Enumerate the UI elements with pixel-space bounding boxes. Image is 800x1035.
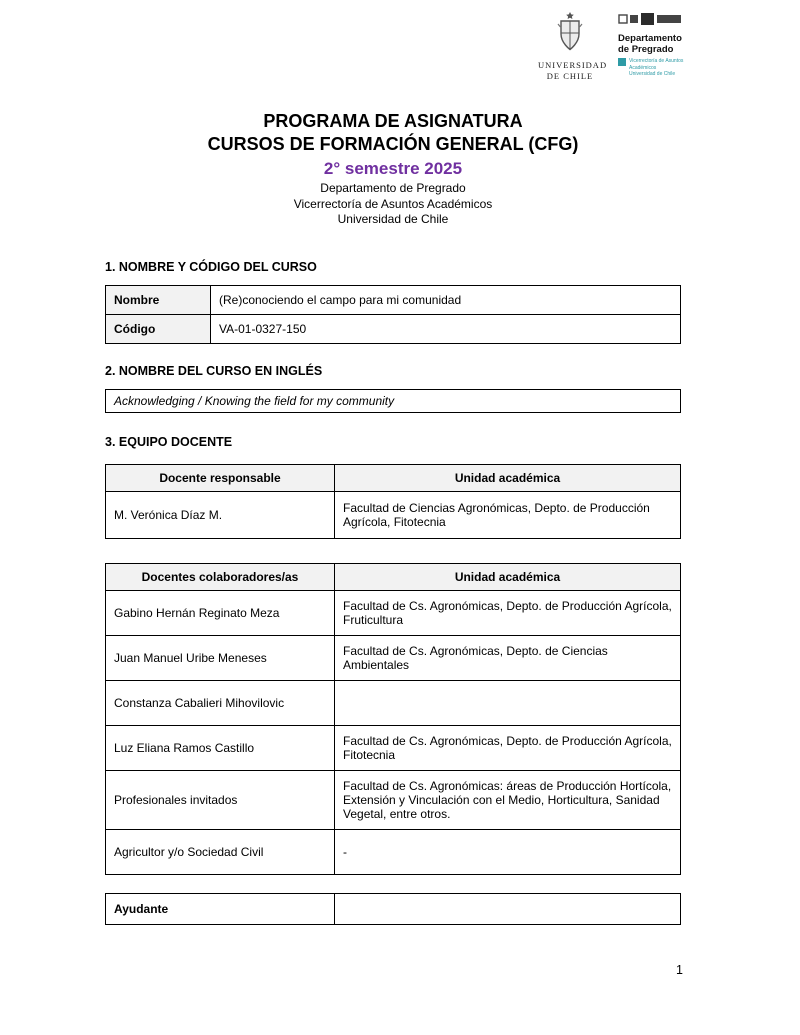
table-row [106,770,681,829]
table-row [106,893,681,924]
subtitle-vicerrectoria: Vicerrectoría de Asuntos Académicos [293,196,493,211]
document-header [105,0,681,228]
section1-heading: 1. NOMBRE Y CÓDIGO DEL CURSO [105,259,317,274]
unidad-cell: - [335,829,681,874]
ayudante-table [105,893,681,925]
colaboradores-header-cell: Docentes colaboradores/as [106,563,335,590]
table-row [106,590,681,635]
table-row [106,491,681,538]
subtitle-universidad: Universidad de Chile [337,212,449,226]
docente-responsable-table [105,464,681,539]
table-row [106,725,681,770]
table-row [106,635,681,680]
document-content [105,0,681,925]
section3-heading: 3. EQUIPO DOCENTE [105,434,233,449]
ayudante-value-cell [335,893,681,924]
page-number: 1 [676,963,683,977]
page-title-line1: PROGRAMA DE ASIGNATURA [263,111,523,131]
table-row [106,285,681,314]
pregrado-sub-line1: Vicerrectoría de Asuntos Académicos [629,58,684,71]
docente-name-cell: Gabino Hernán Reginato Meza [106,590,335,635]
uchile-logo-line2: DE CHILE [546,70,594,81]
subtitle-departamento: Departamento de Pregrado [320,181,466,195]
table-row [106,389,681,412]
table-row [106,314,681,343]
docente-name-cell: M. Verónica Díaz M. [106,491,335,538]
unidad-cell: Facultad de Cs. Agronómicas, Depto. de Ciencias Ambientales [335,635,681,680]
pregrado-title-line2: de Pregrado [618,44,674,55]
table-row [106,680,681,725]
unidad-header-cell: Unidad académica [335,563,681,590]
semester-title: 2° semestre 2025 [323,159,463,178]
docentes-colaboradores-table [105,563,681,875]
english-name-cell: Acknowledging / Knowing the field for my community [106,389,681,412]
docente-name-cell: Juan Manuel Uribe Meneses [106,635,335,680]
nombre-label-cell: Nombre [106,285,211,314]
table-header-row [106,464,681,491]
unidad-cell: Facultad de Cs. Agronómicas: áreas de Producción Hortícola, Extensión y Vinculación con el Medio, Horticultura, Sanidad Vegetal, entre otros. [335,770,681,829]
docente-name-cell: Constanza Cabalieri Mihovilovic [106,680,335,725]
codigo-label-cell: Código [106,314,211,343]
course-name-code-table [105,285,681,344]
uchile-logo-line1: UNIVERSIDAD [538,60,608,70]
unidad-header-cell: Unidad académica [335,464,681,491]
unidad-cell: Facultad de Ciencias Agronómicas, Depto. de Producción Agrícola, Fitotecnia [335,491,681,538]
unidad-cell: Facultad de Cs. Agronómicas, Depto. de Producción Agrícola, Fitotecnia [335,725,681,770]
section2-heading: 2. NOMBRE DEL CURSO EN INGLÉS [105,363,323,378]
english-name-table [105,389,681,413]
pregrado-title-line1: Departamento [618,33,682,44]
table-header-row [106,563,681,590]
unidad-cell: Facultad de Cs. Agronómicas, Depto. de Producción Agrícola, Fruticultura [335,590,681,635]
codigo-value-cell: VA-01-0327-150 [211,314,681,343]
table-row [106,829,681,874]
pregrado-sub-line2: Universidad de Chile [629,71,676,77]
unidad-cell [335,680,681,725]
docente-name-cell: Luz Eliana Ramos Castillo [106,725,335,770]
page-title-line2: CURSOS DE FORMACIÓN GENERAL (CFG) [207,134,579,154]
nombre-value-cell: (Re)conociendo el campo para mi comunidad [211,285,681,314]
docente-name-cell: Profesionales invitados [106,770,335,829]
ayudante-label-cell: Ayudante [106,893,335,924]
responsable-header-cell: Docente responsable [106,464,335,491]
docente-name-cell: Agricultor y/o Sociedad Civil [106,829,335,874]
